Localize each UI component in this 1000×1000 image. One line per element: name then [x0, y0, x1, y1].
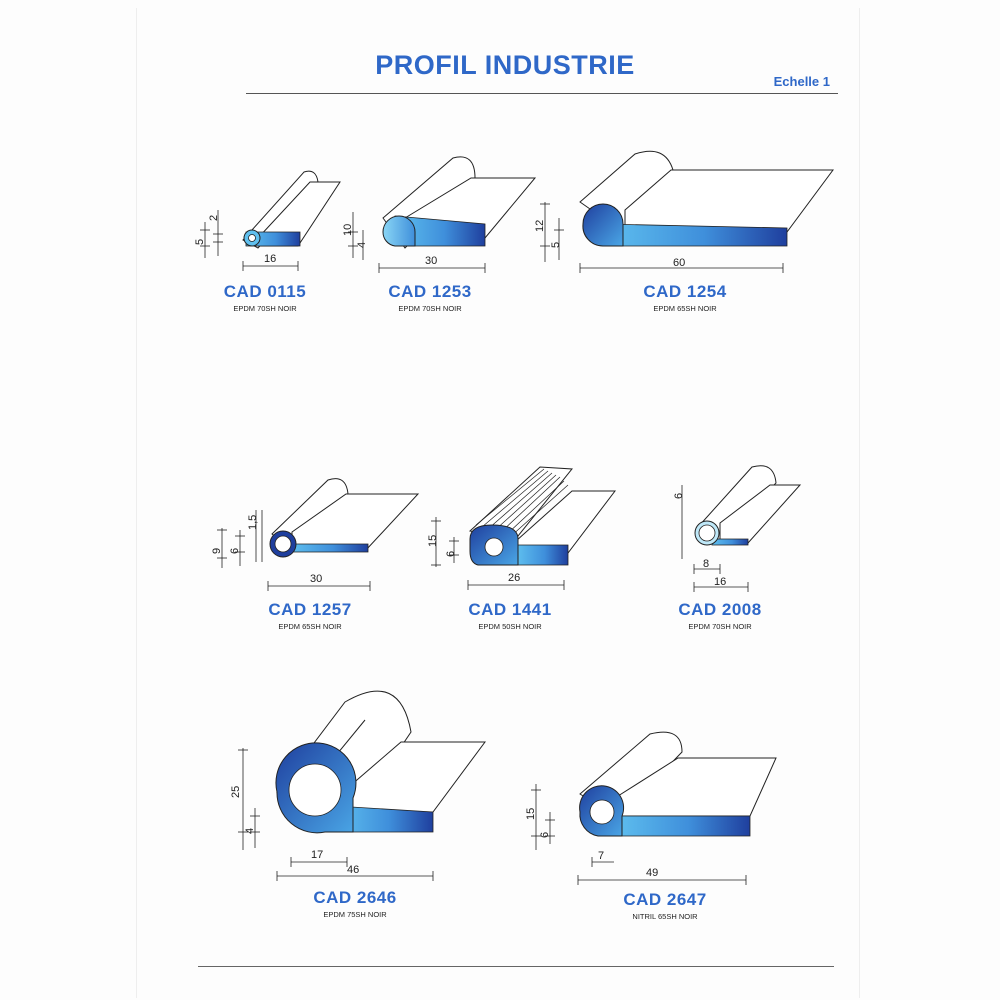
- profile-cad-2646-drawing: [215, 680, 495, 920]
- profile-cad-1253-drawing: [335, 150, 555, 330]
- header-divider: [246, 93, 838, 94]
- footer-divider: [198, 966, 834, 967]
- dim-width: 26: [508, 572, 521, 584]
- dim-width: 60: [673, 257, 686, 269]
- profile-material: EPDM 70SH NOIR: [233, 304, 297, 313]
- dim-height: 15: [427, 534, 439, 547]
- dim-wall: 1,5: [247, 514, 259, 530]
- profile-material: EPDM 50SH NOIR: [478, 622, 542, 631]
- profile-material: EPDM 70SH NOIR: [398, 304, 462, 313]
- profile-cad-2646: [215, 680, 495, 920]
- profile-code: CAD 1441: [468, 600, 552, 619]
- profile-cad-2647: [510, 720, 790, 930]
- profile-cad-2008: [650, 455, 820, 640]
- dim-inner: 6: [229, 547, 241, 554]
- profile-cad-1441: [420, 455, 630, 640]
- profile-cad-1254: [525, 140, 845, 330]
- dim-width: 30: [425, 255, 438, 267]
- dim-height: 5: [194, 238, 206, 245]
- dim-width: 30: [310, 573, 323, 585]
- dim-height: 6: [673, 492, 685, 499]
- profile-material: EPDM 75SH NOIR: [323, 910, 387, 919]
- dim-height: 9: [211, 547, 223, 554]
- page-title: PROFIL INDUSTRIE: [375, 50, 635, 80]
- profile-code: CAD 2647: [623, 890, 707, 909]
- dim-height: 10: [342, 223, 354, 236]
- dim-wall: 4: [244, 827, 256, 834]
- profile-material: NITRIL 65SH NOIR: [632, 912, 698, 921]
- profile-cad-1253: [335, 150, 555, 330]
- profile-code: CAD 1254: [643, 282, 727, 301]
- profile-code: CAD 1257: [268, 600, 352, 619]
- dim-inner: 6: [539, 831, 551, 838]
- profile-code: CAD 2008: [678, 600, 762, 619]
- dim-bulb: 7: [598, 850, 605, 862]
- dim-width: 16: [264, 253, 277, 265]
- dim-height: 12: [534, 219, 546, 232]
- dim-width: 46: [347, 864, 360, 876]
- dim-wall: 5: [550, 241, 562, 248]
- profile-cad-0115: [190, 160, 350, 330]
- dim-bulb: 17: [311, 849, 324, 861]
- profile-code: CAD 1253: [388, 282, 472, 301]
- dim-inner: 6: [445, 550, 457, 557]
- dim-wall: 2: [208, 214, 220, 221]
- profile-material: EPDM 70SH NOIR: [688, 622, 752, 631]
- dim-width: 16: [714, 576, 727, 588]
- dim-width: 49: [646, 867, 659, 879]
- profile-cad-1257: [200, 470, 430, 640]
- dim-bulb: 8: [703, 558, 710, 570]
- dim-height: 15: [525, 807, 537, 820]
- profile-code: CAD 0115: [223, 282, 307, 301]
- scale-label: Echelle 1: [773, 74, 830, 89]
- dim-wall: 4: [356, 241, 368, 248]
- profile-material: EPDM 65SH NOIR: [653, 304, 717, 313]
- profile-code: CAD 2646: [313, 888, 397, 907]
- profile-material: EPDM 65SH NOIR: [278, 622, 342, 631]
- dim-height: 25: [230, 785, 242, 798]
